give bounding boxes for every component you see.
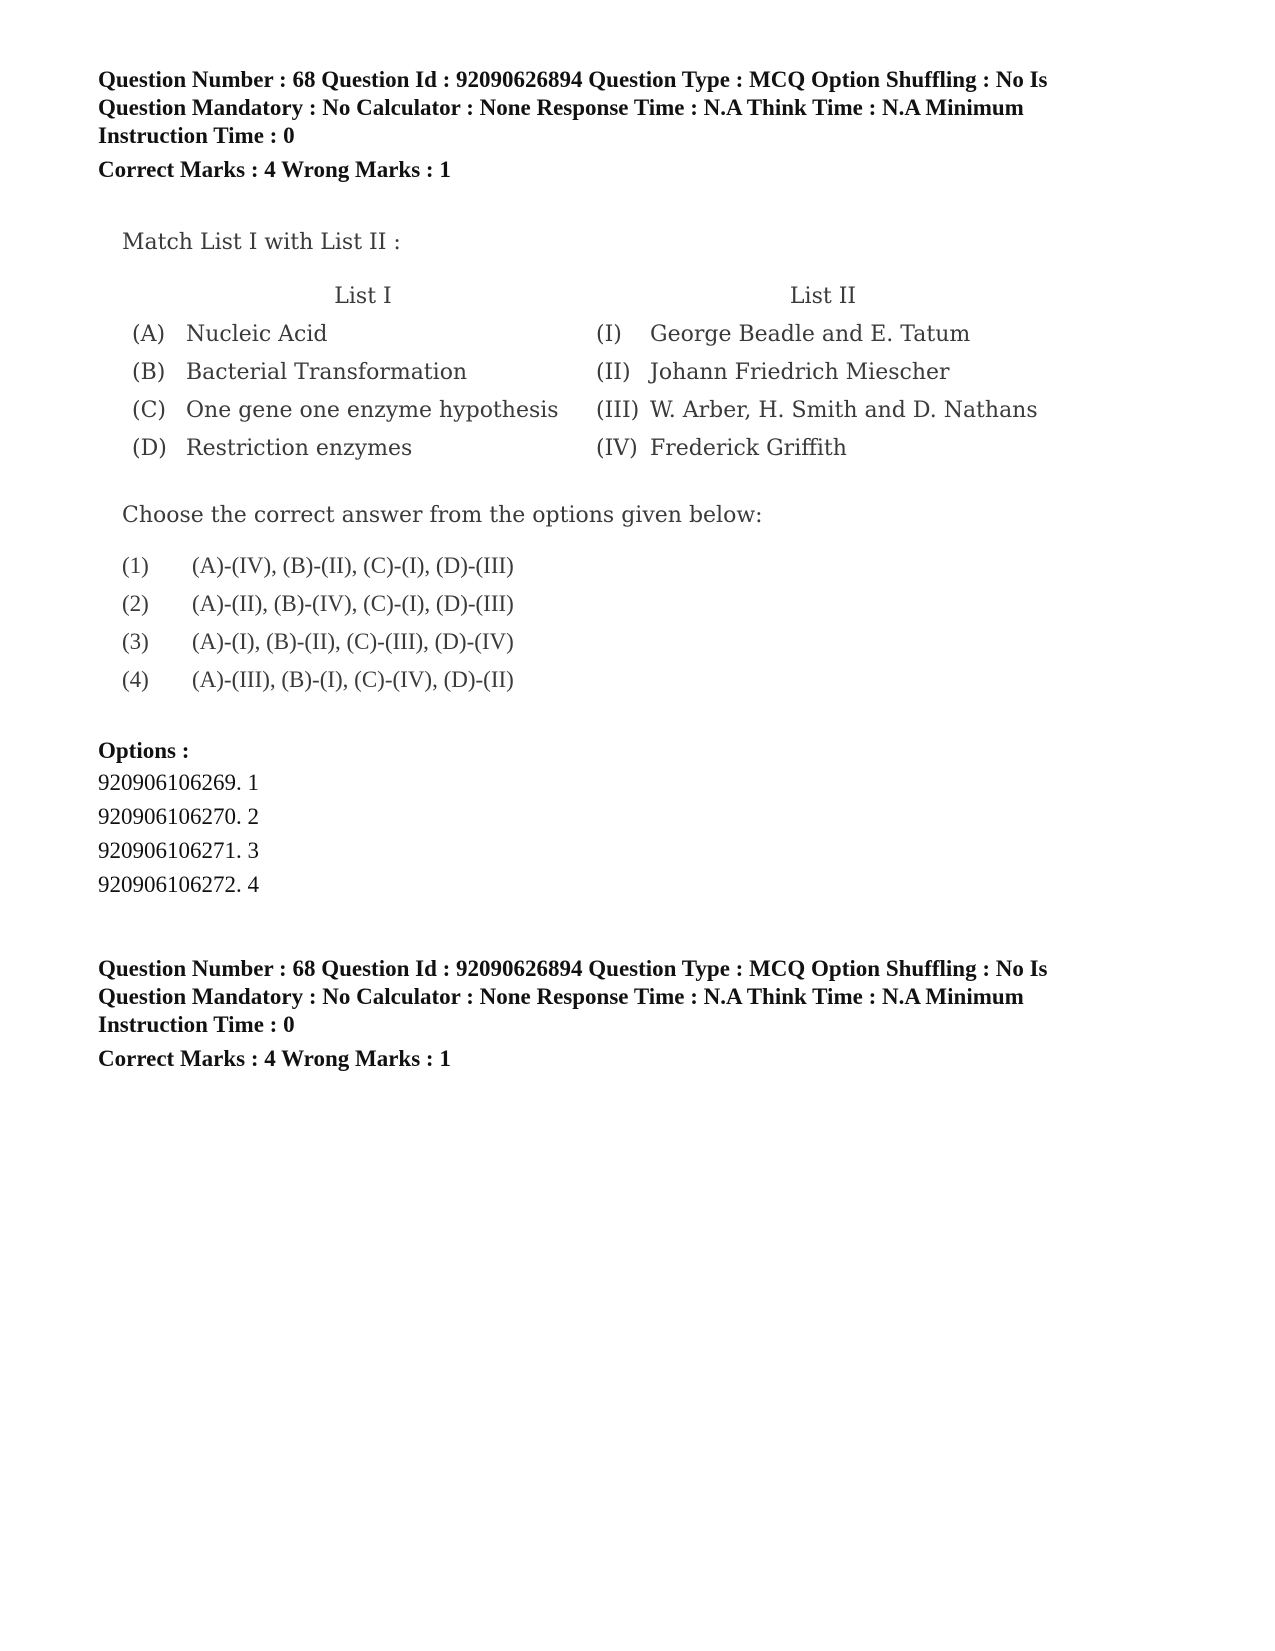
question-meta-line: Instruction Time : 0 [98, 123, 295, 148]
list2-key: (II) [596, 360, 631, 385]
list1-text: Bacterial Transformation [186, 360, 468, 385]
list1-key: (B) [132, 360, 166, 385]
answer-text: (A)-(III), (B)-(I), (C)-(IV), (D)-(II) [192, 667, 514, 692]
choose-instruction: Choose the correct answer from the options given below: [122, 503, 763, 528]
marks-line: Correct Marks : 4 Wrong Marks : 1 [98, 1046, 451, 1071]
list1-key: (C) [132, 398, 166, 423]
list2-text: George Beadle and E. Tatum [650, 322, 971, 347]
answer-text: (A)-(II), (B)-(IV), (C)-(I), (D)-(III) [192, 591, 514, 616]
question-instruction: Match List I with List II : [122, 230, 401, 255]
answer-text: (A)-(IV), (B)-(II), (C)-(I), (D)-(III) [192, 553, 514, 578]
question-meta-line: Instruction Time : 0 [98, 1012, 295, 1037]
list1-heading: List I [334, 284, 392, 309]
answer-number: (1) [122, 553, 149, 578]
list2-key: (IV) [596, 436, 638, 461]
option-item: 920906106271. 3 [98, 838, 259, 863]
list1-text: Restriction enzymes [186, 436, 413, 461]
marks-line: Correct Marks : 4 Wrong Marks : 1 [98, 157, 451, 182]
list2-key: (I) [596, 322, 622, 347]
list2-heading: List II [789, 284, 857, 309]
question-image [98, 220, 1098, 710]
question-meta-line: Question Number : 68 Question Id : 92090626894 Question Type : MCQ Option Shuffling : No Is [98, 67, 1048, 92]
answer-number: (2) [122, 591, 149, 616]
list1-text: One gene one enzyme hypothesis [186, 398, 559, 423]
answer-number: (4) [122, 667, 149, 692]
question-header [98, 955, 1188, 1073]
list1-key: (A) [132, 322, 166, 347]
question-meta-line: Question Number : 68 Question Id : 92090626894 Question Type : MCQ Option Shuffling : No Is [98, 956, 1048, 981]
list2-key: (III) [596, 398, 640, 423]
option-item: 920906106270. 2 [98, 804, 259, 829]
answer-number: (3) [122, 629, 149, 654]
question-meta-line: Question Mandatory : No Calculator : None Response Time : N.A Think Time : N.A Minimum [98, 984, 1024, 1009]
list2-text: W. Arber, H. Smith and D. Nathans [650, 398, 1038, 423]
list2-text: Frederick Griffith [650, 436, 847, 461]
options-title: Options : [98, 738, 190, 763]
option-item: 920906106269. 1 [98, 770, 259, 795]
list1-key: (D) [132, 436, 167, 461]
answer-text: (A)-(I), (B)-(II), (C)-(III), (D)-(IV) [192, 629, 514, 654]
question-meta-line: Question Mandatory : No Calculator : None Response Time : N.A Think Time : N.A Minimum [98, 95, 1024, 120]
option-item: 920906106272. 4 [98, 872, 259, 897]
list2-text: Johann Friedrich Miescher [650, 360, 950, 385]
list1-text: Nucleic Acid [186, 322, 328, 347]
question-header [98, 66, 1188, 184]
